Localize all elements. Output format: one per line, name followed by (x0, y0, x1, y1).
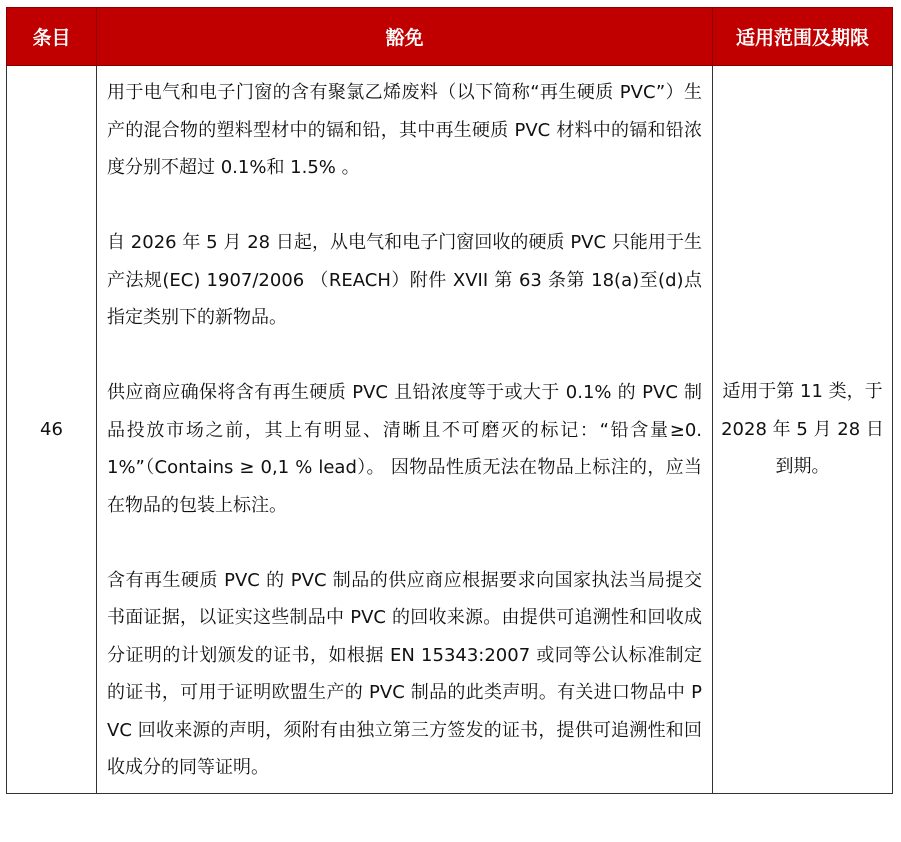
table-header-row (7, 8, 893, 66)
exemption-paragraph-2: 自 2026 年 5 月 28 日起，从电气和电子门窗回收的硬质 PVC 只能用于生产法规(EC) 1907/2006 （REACH）附件 XVII 第 63 条第 18(a)至(d)点指定类别下的新物品。 (107, 232, 702, 328)
exemption-paragraph-3: 供应商应确保将含有再生硬质 PVC 且铅浓度等于或大于 0.1% 的 PVC 制品投放市场之前，其上有明显、清晰且不可磨灭的标记：“铅含量≥0.1%”（Contains ≥ 0,1 % lead）。 因物品性质无法在物品上标注的，应当在物品的包装上标注。 (107, 382, 702, 516)
exemption-table-container (6, 7, 892, 836)
scope-and-period: 适用于第 11 类，于 2028 年 5 月 28 日到期。 (713, 66, 893, 794)
exemption-table (6, 7, 893, 794)
exemption-paragraph-1: 用于电气和电子门窗的含有聚氯乙烯废料（以下简称“再生硬质 PVC”）生产的混合物的塑料型材中的镉和铅，其中再生硬质 PVC 材料中的镉和铅浓度分别不超过 0.1%和 1.5% 。 (107, 82, 702, 178)
table-row (7, 66, 893, 794)
header-item: 条目 (7, 8, 97, 66)
exemption-paragraph-4: 含有再生硬质 PVC 的 PVC 制品的供应商应根据要求向国家执法当局提交书面证据，以证实这些制品中 PVC 的回收来源。由提供可追溯性和回收成分证明的计划颁发的证书，如根据 EN 15343:2007 或同等公认标准制定的证书，可用于证明欧盟生产的 PVC 制品的此类声明。有关进口物品中 PVC 回收来源的声明，须附有由独立第三方签发的证书，提供可追溯性和回收成分的同等证明。 (107, 569, 702, 778)
header-exemption: 豁免 (97, 8, 713, 66)
header-scope: 适用范围及期限 (713, 8, 893, 66)
item-number: 46 (7, 66, 97, 794)
exemption-text (97, 66, 713, 794)
